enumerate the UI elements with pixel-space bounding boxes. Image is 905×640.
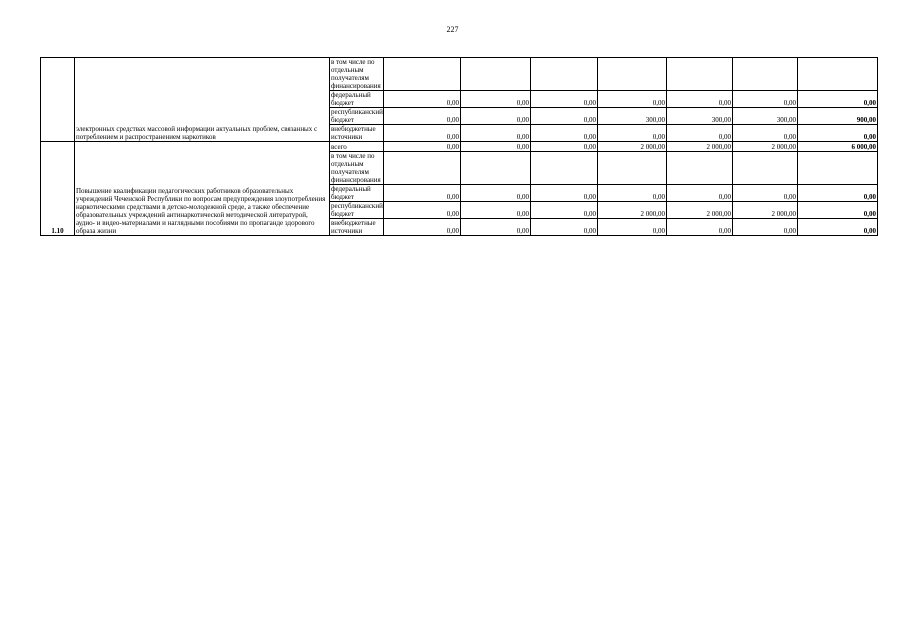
source-label: федеральный бюджет [330, 185, 384, 202]
total-cell [798, 58, 878, 91]
value-cell: 0,00 [384, 219, 461, 236]
page-number: 227 [446, 25, 459, 34]
value-cell [733, 152, 798, 185]
value-cell: 2 000,00 [667, 202, 733, 219]
value-cell: 0,00 [384, 142, 461, 152]
value-cell [384, 152, 461, 185]
value-cell: 0,00 [598, 219, 667, 236]
item-name-cell: Повышение квалификации педагогических работников образовательных учреждений Чеченской Республики по вопросам предупреждения злоупотребления наркотическими средствами в детско-молодежной среде, а также обеспечение образовательных учреждений антинаркотической методической литературой, аудио- и видео-материалами и наглядными пособиями по пропаганде здорового образа жизни [75, 142, 330, 236]
value-cell [531, 152, 598, 185]
value-cell: 2 000,00 [598, 202, 667, 219]
total-cell: 0,00 [798, 202, 878, 219]
value-cell: 0,00 [461, 142, 531, 152]
source-label: федеральный бюджет [330, 91, 384, 108]
source-label: в том числе по отдельным получателям финансирования [330, 58, 384, 91]
value-cell: 0,00 [733, 219, 798, 236]
source-label: в том числе по отдельным получателям финансирования [330, 152, 384, 185]
value-cell: 0,00 [733, 91, 798, 108]
total-cell: 0,00 [798, 219, 878, 236]
total-cell: 0,00 [798, 185, 878, 202]
value-cell: 0,00 [531, 142, 598, 152]
value-cell [531, 58, 598, 91]
value-cell [461, 152, 531, 185]
value-cell [733, 58, 798, 91]
value-cell: 300,00 [598, 108, 667, 125]
total-cell: 6 000,00 [798, 142, 878, 152]
value-cell: 2 000,00 [733, 202, 798, 219]
value-cell: 0,00 [461, 91, 531, 108]
item-number-cell: 1.10 [41, 142, 75, 236]
total-cell: 0,00 [798, 91, 878, 108]
value-cell: 0,00 [733, 185, 798, 202]
source-label: всего [330, 142, 384, 152]
value-cell: 0,00 [384, 185, 461, 202]
total-cell [798, 152, 878, 185]
item-number-cell [41, 58, 75, 142]
value-cell: 0,00 [461, 108, 531, 125]
value-cell: 0,00 [667, 219, 733, 236]
value-cell: 0,00 [384, 108, 461, 125]
table-row [41, 58, 878, 91]
total-cell: 0,00 [798, 125, 878, 142]
value-cell: 0,00 [667, 91, 733, 108]
value-cell: 2 000,00 [598, 142, 667, 152]
value-cell [461, 58, 531, 91]
value-cell: 0,00 [461, 202, 531, 219]
value-cell: 300,00 [667, 108, 733, 125]
value-cell: 0,00 [531, 185, 598, 202]
value-cell: 0,00 [461, 219, 531, 236]
value-cell: 0,00 [384, 91, 461, 108]
value-cell [598, 152, 667, 185]
value-cell: 0,00 [531, 125, 598, 142]
value-cell: 0,00 [531, 108, 598, 125]
value-cell [384, 58, 461, 91]
value-cell: 0,00 [384, 202, 461, 219]
value-cell [667, 58, 733, 91]
item-name-cell: электронных средствах массовой информации актуальных проблем, связанных с потреблением и распространением наркотиков [75, 58, 330, 142]
source-label: республиканский бюджет [331, 202, 383, 218]
source-label: республиканский бюджет [331, 108, 383, 124]
value-cell: 0,00 [733, 125, 798, 142]
value-cell [667, 152, 733, 185]
value-cell: 0,00 [598, 185, 667, 202]
total-cell: 900,00 [798, 108, 878, 125]
source-label: внебюджетные источники [330, 219, 384, 236]
value-cell: 2 000,00 [733, 142, 798, 152]
value-cell: 0,00 [461, 185, 531, 202]
value-cell: 0,00 [531, 202, 598, 219]
value-cell: 0,00 [598, 125, 667, 142]
value-cell: 300,00 [733, 108, 798, 125]
value-cell [598, 58, 667, 91]
value-cell: 0,00 [531, 219, 598, 236]
value-cell: 0,00 [531, 91, 598, 108]
table-row [41, 142, 878, 152]
value-cell: 0,00 [667, 125, 733, 142]
source-label: внебюджетные источники [330, 125, 384, 142]
value-cell: 2 000,00 [667, 142, 733, 152]
budget-table [40, 57, 878, 236]
value-cell: 0,00 [461, 125, 531, 142]
value-cell: 0,00 [667, 185, 733, 202]
value-cell: 0,00 [384, 125, 461, 142]
value-cell: 0,00 [598, 91, 667, 108]
